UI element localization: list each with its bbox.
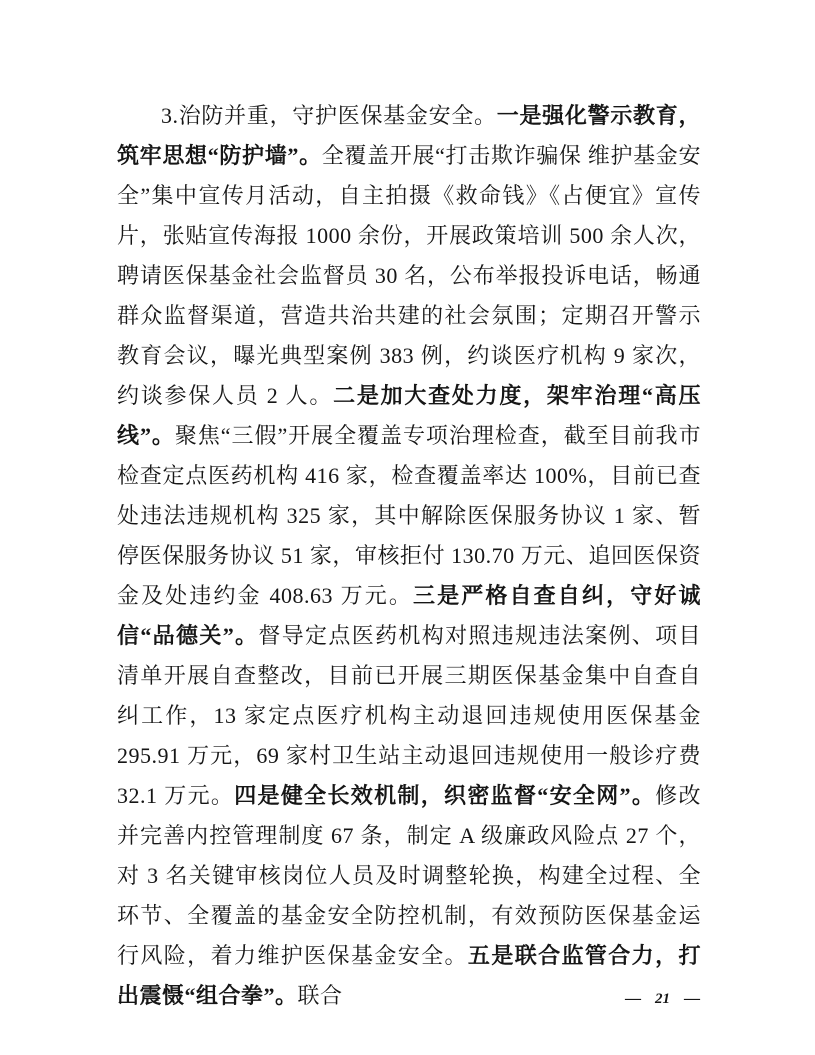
page-footer (625, 990, 700, 1008)
point-3-body-text: 督导定点医药机构对照违规违法案例、项目清单开展自查整改，目前已开展三期医保基金集中自查自纠工作，13 家定点医疗机构主动退回违规使用医保基金 295.91 万元，69 家村卫生站主动退回违规使用一般诊疗费 32.1 万元。 (117, 623, 701, 808)
point-5-heading-text: 五是联合监管合力，打出震慑“组合拳”。 (117, 943, 701, 1008)
footer-dash-right: — (684, 990, 700, 1007)
point-4-body-text: 修改并完善内控管理制度 67 条，制定 A 级廉政风险点 27 个，对 3 名关键审核岗位人员及时调整轮换，构建全过程、全环节、全覆盖的基金安全防控机制，有效预防医保基金运行风险，着力维护医保基金安全。 (117, 783, 701, 968)
point-2-heading-text: 二是加大查处力度，架牢治理“高压线”。 (117, 383, 701, 448)
point-1-heading-text: 一是强化警示教育，筑牢思想“防护墙”。 (117, 103, 701, 168)
point-4-heading-text: 四是健全长效机制，织密监督“安全网”。 (234, 783, 656, 808)
footer-dash-left: — (625, 990, 641, 1007)
point-1-body-text: 全覆盖开展“打击欺诈骗保 维护基金安全”集中宣传月活动，自主拍摄《救命钱》《占便宜》宣传片，张贴宣传海报 1000 余份，开展政策培训 500 余人次，聘请医保基金社会监督员 30 名，公布举报投诉电话，畅通群众监督渠道，营造共治共建的社会氛围；定期召开警示教育会议，曝光典型案例 383 例，约谈医疗机构 9 家次，约谈参保人员 2 人。 (117, 143, 701, 408)
point-2-body-text: 聚焦“三假”开展全覆盖专项治理检查，截至目前我市检查定点医药机构 416 家，检查覆盖率达 100%，目前已查处违法违规机构 325 家，其中解除医保服务协议 1 家、暂停医保服务协议 51 家，审核拒付 130.70 万元、追回医保资金及处违约金 408.63 万元。 (117, 423, 701, 608)
page-number: 21 (655, 990, 670, 1007)
section-3-intro-text: 3.治防并重，守护医保基金安全。 (161, 103, 497, 128)
point-5-body-text: 联合 (297, 983, 343, 1008)
body-paragraph (117, 96, 701, 1016)
point-3-heading-text: 三是严格自查自纠，守好诚信“品德关”。 (117, 583, 701, 648)
